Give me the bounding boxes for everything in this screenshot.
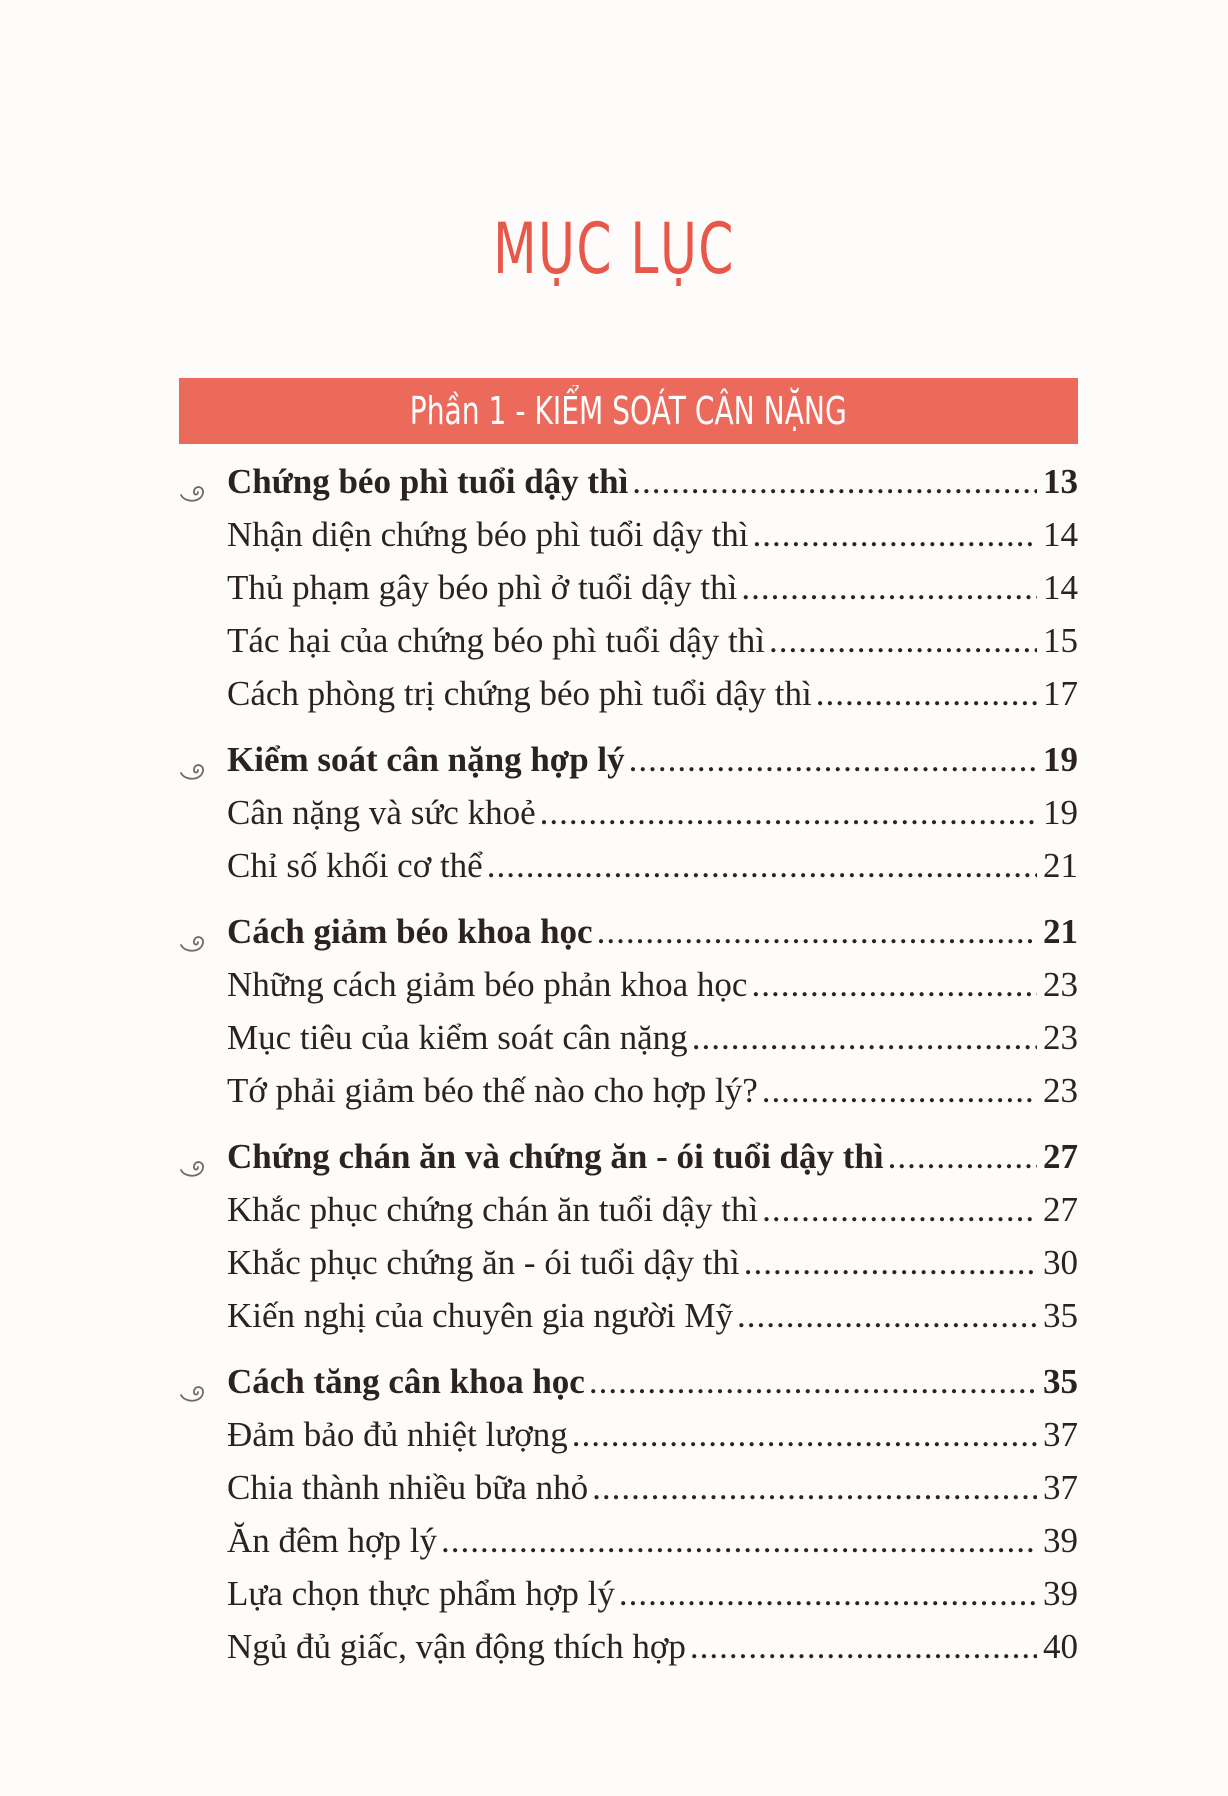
toc-heading[interactable]: [179, 740, 1078, 793]
toc-item-page: 23: [1043, 1018, 1078, 1057]
swirl-icon: [179, 1149, 209, 1173]
dot-leader: [762, 1071, 1037, 1111]
toc-heading-title: Chứng béo phì tuổi dậy thì: [227, 462, 629, 501]
toc-item-page: 21: [1043, 846, 1078, 885]
toc-heading-page: 21: [1043, 912, 1078, 951]
dot-leader: [690, 1627, 1037, 1667]
dot-leader: [597, 912, 1037, 952]
toc-heading-page: 27: [1043, 1137, 1078, 1176]
toc-item-title: Cách phòng trị chứng béo phì tuổi dậy thì: [227, 674, 812, 713]
toc-item-title: Chia thành nhiều bữa nhỏ: [227, 1468, 589, 1507]
toc-item[interactable]: [179, 1627, 1078, 1680]
toc-item-title: Đảm bảo đủ nhiệt lượng: [227, 1415, 568, 1454]
toc-section: [179, 740, 1078, 899]
toc-item[interactable]: [179, 621, 1078, 674]
toc-heading[interactable]: [179, 1362, 1078, 1415]
toc-item[interactable]: [179, 1468, 1078, 1521]
part-banner-label: Phần 1 - KIỂM SOÁT CÂN NẶNG: [410, 389, 847, 433]
toc-item[interactable]: [179, 1071, 1078, 1124]
toc-item-title: Khắc phục chứng ăn - ói tuổi dậy thì: [227, 1243, 740, 1282]
swirl-icon: [179, 752, 209, 776]
toc-item[interactable]: [179, 793, 1078, 846]
dot-leader: [629, 740, 1037, 780]
dot-leader: [692, 1018, 1037, 1058]
dot-leader: [816, 674, 1037, 714]
toc-heading[interactable]: [179, 1137, 1078, 1190]
toc-item-title: Cân nặng và sức khoẻ: [227, 793, 536, 832]
toc-heading-page: 19: [1043, 740, 1078, 779]
toc-item[interactable]: [179, 674, 1078, 727]
toc-item-title: Nhận diện chứng béo phì tuổi dậy thì: [227, 515, 749, 554]
dot-leader: [737, 1296, 1037, 1336]
dot-leader: [751, 965, 1037, 1005]
toc-item[interactable]: [179, 965, 1078, 1018]
toc-item-title: Mục tiêu của kiểm soát cân nặng: [227, 1018, 688, 1057]
toc-section: [179, 1362, 1078, 1680]
dot-leader: [619, 1574, 1037, 1614]
dot-leader: [572, 1415, 1037, 1455]
swirl-icon: [179, 1374, 209, 1398]
toc-item-title: Khắc phục chứng chán ăn tuổi dậy thì: [227, 1190, 759, 1229]
dot-leader: [888, 1137, 1037, 1177]
toc-item-page: 15: [1043, 621, 1078, 660]
toc-section: [179, 462, 1078, 727]
toc-item[interactable]: [179, 1243, 1078, 1296]
toc-item-title: Những cách giảm béo phản khoa học: [227, 965, 748, 1004]
toc-item-title: Tớ phải giảm béo thế nào cho hợp lý?: [227, 1071, 758, 1110]
toc-item-page: 19: [1043, 793, 1078, 832]
toc-section: [179, 1137, 1078, 1349]
toc-item-page: 39: [1043, 1574, 1078, 1613]
toc-item[interactable]: [179, 1018, 1078, 1071]
toc-item[interactable]: [179, 1190, 1078, 1243]
swirl-icon: [179, 474, 209, 498]
toc-heading[interactable]: [179, 462, 1078, 515]
table-of-contents: [179, 462, 1078, 1693]
toc-item-page: 14: [1043, 515, 1078, 554]
toc-item-title: Chỉ số khối cơ thể: [227, 846, 483, 885]
swirl-icon: [179, 924, 209, 948]
toc-item[interactable]: [179, 1415, 1078, 1468]
toc-item-page: 37: [1043, 1415, 1078, 1454]
toc-item-title: Tác hại của chứng béo phì tuổi dậy thì: [227, 621, 765, 660]
toc-item[interactable]: [179, 1296, 1078, 1349]
toc-item-title: Ăn đêm hợp lý: [227, 1521, 438, 1560]
toc-item-title: Thủ phạm gây béo phì ở tuổi dậy thì: [227, 568, 738, 607]
dot-leader: [744, 1243, 1037, 1283]
toc-heading-title: Cách tăng cân khoa học: [227, 1362, 585, 1401]
dot-leader: [441, 1521, 1037, 1561]
toc-item-page: 27: [1043, 1190, 1078, 1229]
dot-leader: [762, 1190, 1037, 1230]
toc-item[interactable]: [179, 515, 1078, 568]
dot-leader: [741, 568, 1037, 608]
toc-item[interactable]: [179, 1521, 1078, 1574]
toc-heading-page: 35: [1043, 1362, 1078, 1401]
toc-item-title: Kiến nghị của chuyên gia người Mỹ: [227, 1296, 733, 1335]
toc-item-page: 37: [1043, 1468, 1078, 1507]
toc-heading-title: Cách giảm béo khoa học: [227, 912, 593, 951]
toc-heading-title: Kiểm soát cân nặng hợp lý: [227, 740, 625, 779]
toc-item-title: Lựa chọn thực phẩm hợp lý: [227, 1574, 615, 1613]
toc-heading-page: 13: [1043, 462, 1078, 501]
toc-item-page: 39: [1043, 1521, 1078, 1560]
toc-item-page: 40: [1043, 1627, 1078, 1666]
toc-item[interactable]: [179, 1574, 1078, 1627]
page-title: MỤC LỤC: [493, 208, 735, 290]
part-banner: [179, 378, 1078, 444]
toc-item-page: 35: [1043, 1296, 1078, 1335]
toc-item[interactable]: [179, 568, 1078, 621]
dot-leader: [632, 462, 1037, 502]
toc-item-page: 14: [1043, 568, 1078, 607]
toc-heading-title: Chứng chán ăn và chứng ăn - ói tuổi dậy thì: [227, 1137, 884, 1176]
toc-item-page: 30: [1043, 1243, 1078, 1282]
toc-item-page: 23: [1043, 1071, 1078, 1110]
toc-item-page: 17: [1043, 674, 1078, 713]
toc-item-page: 23: [1043, 965, 1078, 1004]
toc-item[interactable]: [179, 846, 1078, 899]
toc-heading[interactable]: [179, 912, 1078, 965]
dot-leader: [487, 846, 1037, 886]
dot-leader: [753, 515, 1037, 555]
dot-leader: [769, 621, 1037, 661]
dot-leader: [592, 1468, 1037, 1508]
dot-leader: [540, 793, 1037, 833]
toc-item-title: Ngủ đủ giấc, vận động thích hợp: [227, 1627, 686, 1666]
toc-section: [179, 912, 1078, 1124]
dot-leader: [589, 1362, 1037, 1402]
